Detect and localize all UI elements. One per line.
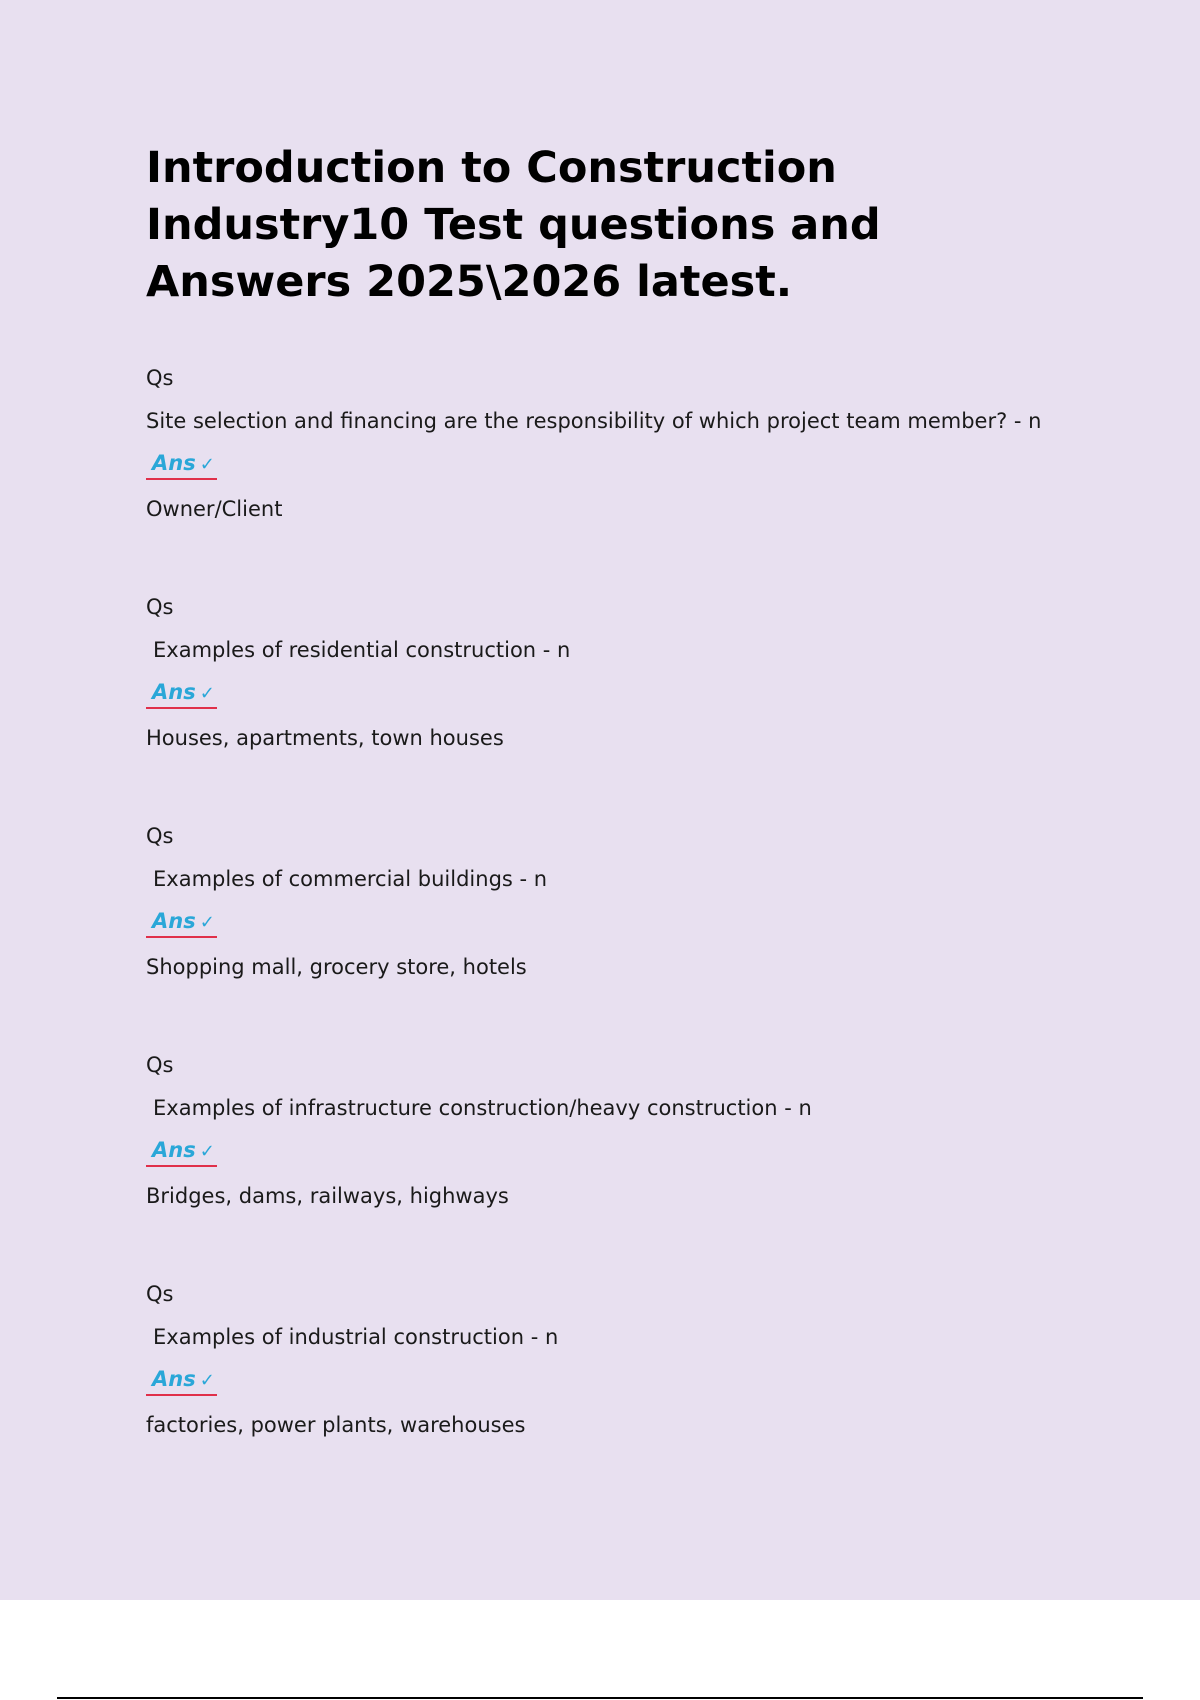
answer-text: Bridges, dams, railways, highways (146, 1184, 509, 1208)
qa-item (146, 1279, 1086, 1440)
answer-text: Shopping mall, grocery store, hotels (146, 955, 527, 979)
question-text: Site selection and financing are the responsibility of which project team member? - n (146, 409, 1042, 433)
qa-item (146, 592, 1086, 753)
ans-label: Ans (152, 451, 196, 475)
ans-badge (146, 1137, 217, 1167)
qs-label: Qs (146, 1053, 174, 1077)
checkmark-icon: ✓ (199, 912, 215, 933)
qs-label: Qs (146, 1282, 174, 1306)
answer-text: factories, power plants, warehouses (146, 1413, 526, 1437)
footer-divider (57, 1697, 1143, 1699)
checkmark-icon: ✓ (199, 454, 215, 475)
ans-badge (146, 450, 217, 480)
checkmark-icon: ✓ (199, 1370, 215, 1391)
question-text: Examples of infrastructure construction/heavy construction - n (153, 1096, 812, 1120)
document-content (146, 140, 1086, 1508)
ans-badge (146, 1366, 217, 1396)
qs-label: Qs (146, 366, 174, 390)
checkmark-icon: ✓ (199, 1141, 215, 1162)
qa-item (146, 1050, 1086, 1211)
question-text: Examples of industrial construction - n (153, 1325, 559, 1349)
ans-badge (146, 679, 217, 709)
qa-list (146, 363, 1086, 1440)
question-text: Examples of residential construction - n (153, 638, 571, 662)
qa-item (146, 821, 1086, 982)
ans-badge (146, 908, 217, 938)
question-text: Examples of commercial buildings - n (153, 867, 548, 891)
ans-label: Ans (152, 1138, 196, 1162)
checkmark-icon: ✓ (199, 683, 215, 704)
ans-label: Ans (152, 909, 196, 933)
ans-label: Ans (152, 680, 196, 704)
answer-text: Houses, apartments, town houses (146, 726, 504, 750)
qs-label: Qs (146, 824, 174, 848)
page-title: Introduction to Construction Industry10 Test questions and Answers 2025\2026 latest. (146, 143, 881, 307)
ans-label: Ans (152, 1367, 196, 1391)
qs-label: Qs (146, 595, 174, 619)
answer-text: Owner/Client (146, 497, 283, 521)
qa-item (146, 363, 1086, 524)
